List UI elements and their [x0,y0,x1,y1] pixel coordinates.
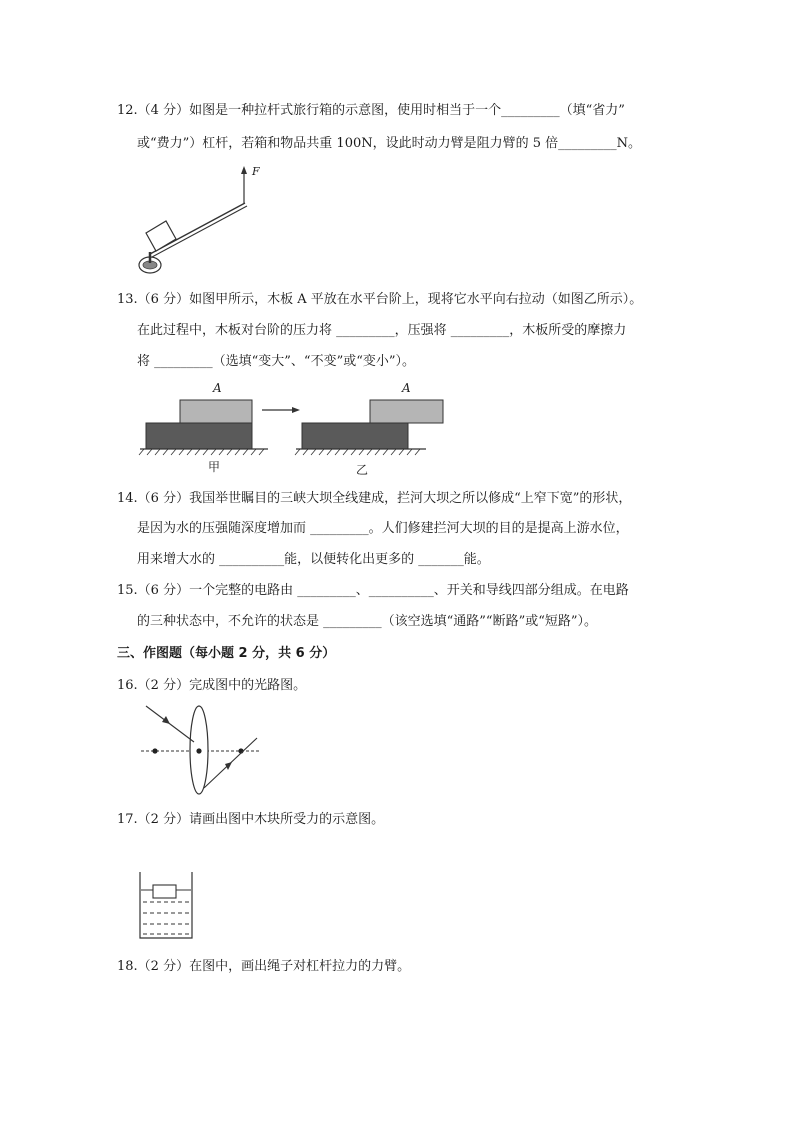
board-a-jia [180,400,252,423]
optical-center [196,748,201,753]
board-step-figure [138,378,478,478]
wooden-block [153,885,176,898]
caption-yi: 乙 [356,463,369,477]
q14-line-1: 14.（6 分）我国举世瞩目的三峡大坝全线建成，拦河大坝之所以修成“上窄下宽”的形状， [117,491,632,506]
q16-line-1: 16.（2 分）完成图中的光路图。 [117,678,307,693]
step-yi [302,423,408,449]
beaker-block-figure [138,868,198,944]
q12-line-1: 12.（4 分）如图是一种拉杆式旅行箱的示意图，使用时相当于一个_________（填“省力” [117,103,625,118]
q14-line-3: 用来增大水的 __________能，以便转化出更多的 _______能。 [137,552,490,567]
q15-line-2: 的三种状态中，不允许的状态是 _________（该空选填“通路”“断路”或“短路”）。 [137,614,598,629]
board-a-label-jia: A [213,381,222,395]
q13-line-2: 在此过程中，木板对台阶的压力将 _________，压强将 _________，木板所受的摩擦力 [137,323,627,338]
q13-line-1: 13.（6 分）如图甲所示，木板 A 平放在水平台阶上，现将它水平向右拉动（如图乙所示）。 [117,292,643,307]
q14-line-2: 是因为水的压强随深度增加而 _________。人们修建拦河大坝的目的是提高上游水位， [137,521,629,536]
q15-line-1: 15.（6 分）一个完整的电路由 _________、__________、开关和导线四部分组成。在电路 [117,583,629,598]
lens-ray-figure [138,700,268,798]
focal-point-left [152,748,157,753]
luggage-lever-figure [135,160,275,278]
board-a-yi [370,400,443,423]
q18-line-1: 18.（2 分）在图中，画出绳子对杠杆拉力的力臂。 [117,959,411,974]
container [140,872,192,938]
q12-line-2: 或“费力”）杠杆，若箱和物品共重 100N，设此时动力臂是阻力臂的 5 倍_________N。 [137,136,642,151]
force-label: F [252,165,260,178]
q17-line-1: 17.（2 分）请画出图中木块所受力的示意图。 [117,812,385,827]
caption-jia: 甲 [208,460,221,474]
section-heading: 三、作图题（每小题 2 分，共 6 分） [117,646,336,661]
step-jia [146,423,252,449]
q13-line-3: 将 _________（选填“变大”、“不变”或“变小”）。 [137,354,416,369]
board-a-label-yi: A [402,381,411,395]
